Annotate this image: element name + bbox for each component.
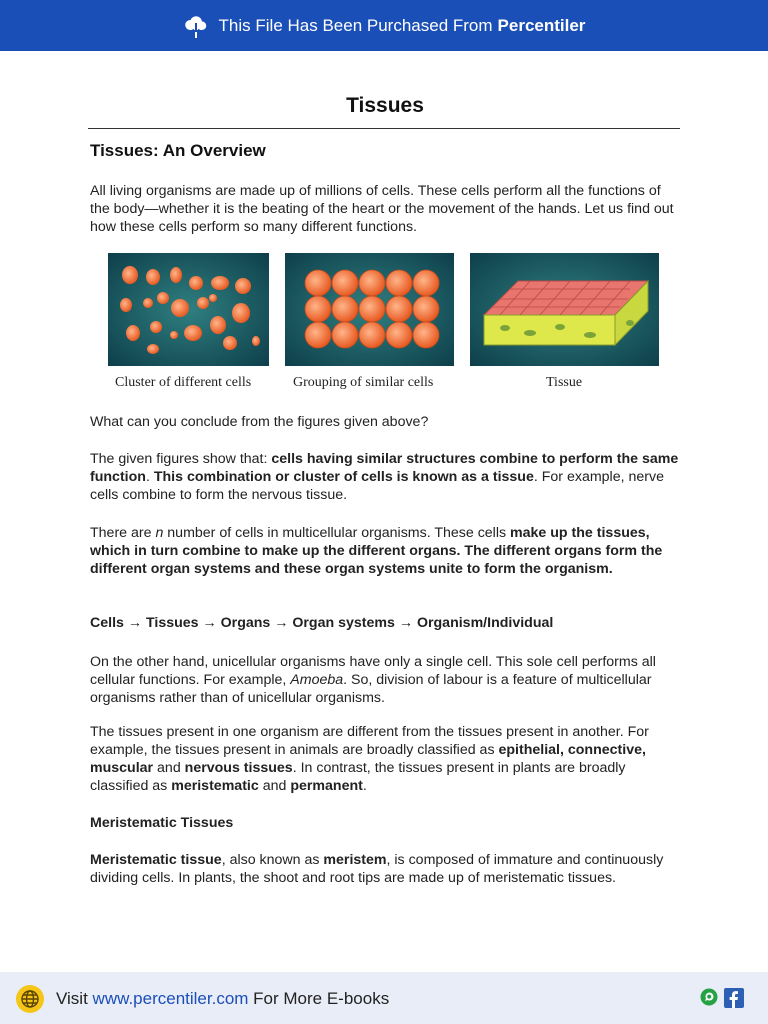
figure-tissue: [470, 253, 659, 390]
banner-brand: Percentiler: [497, 15, 586, 35]
cluster-cells-image: [108, 253, 269, 366]
meristematic-heading: Meristematic Tissues: [90, 815, 234, 831]
meristem-paragraph: Meristematic tissue, also known as meristem, is composed of immature and continuously dividing cells. In plants, the shoot and root tips are made up of meristematic tissues.: [90, 852, 664, 886]
globe-icon: [15, 984, 45, 1014]
title-divider: [88, 128, 680, 129]
question-paragraph: What can you conclude from the figures given above?: [90, 414, 429, 430]
tissue-image: [470, 253, 659, 366]
purchase-banner: [0, 0, 768, 51]
facebook-icon[interactable]: [724, 988, 744, 1008]
figure-cluster: [108, 253, 269, 390]
cloud-download-icon: [183, 13, 209, 39]
figure-caption: Tissue: [546, 375, 583, 390]
website-link[interactable]: www.percentiler.com: [92, 989, 249, 1008]
figure-caption: Cluster of different cells: [115, 375, 252, 390]
footer-text: Visit www.percentiler.com For More E-books: [56, 989, 390, 1008]
page-title: Tissues: [346, 94, 424, 117]
banner-text: This File Has Been Purchased From: [218, 15, 493, 35]
figure-row: [108, 253, 659, 393]
whatsapp-icon[interactable]: [700, 988, 718, 1006]
conclusion-paragraph: The given figures show that: cells having similar structures combine to perform the same function. This combination or cluster of cells is known as a tissue. For example, nerve cells combine to form the nervous tissue.: [90, 451, 679, 503]
unicellular-paragraph: On the other hand, unicellular organisms have only a single cell. This sole cell performs all cellular functions. For example, Amoeba. So, division of labour is a feature of multicellular organisms rather than of unicellular organisms.: [90, 654, 656, 706]
figure-grouping: [285, 253, 454, 390]
grouped-cells-image: [285, 253, 454, 366]
classification-paragraph: The tissues present in one organism are different from the tissues present in another. For example, the tissues present in animals are broadly classified as epithelial, connective, muscular and nervous tissues. In contrast, the tissues present in plants are broadly classified as meristematic and permanent.: [90, 724, 649, 794]
section-title: Tissues: An Overview: [90, 141, 266, 160]
intro-paragraph: All living organisms are made up of millions of cells. These cells perform all the functions of the body—whether it is the beating of the heart or the movement of the hands. Let us find out how these cells perform so many different functions.: [90, 183, 674, 235]
figure-caption: Grouping of similar cells: [293, 375, 434, 390]
organization-paragraph: There are n number of cells in multicellular organisms. These cells make up the tissues, which in turn combine to make up the different organs. The different organs form the different organ systems and these organ systems unite to form the organism.: [90, 525, 663, 577]
hierarchy-line: Cells → Tissues → Organs → Organ systems → Organism/Individual: [90, 615, 554, 631]
footer-bar: [0, 972, 768, 1024]
